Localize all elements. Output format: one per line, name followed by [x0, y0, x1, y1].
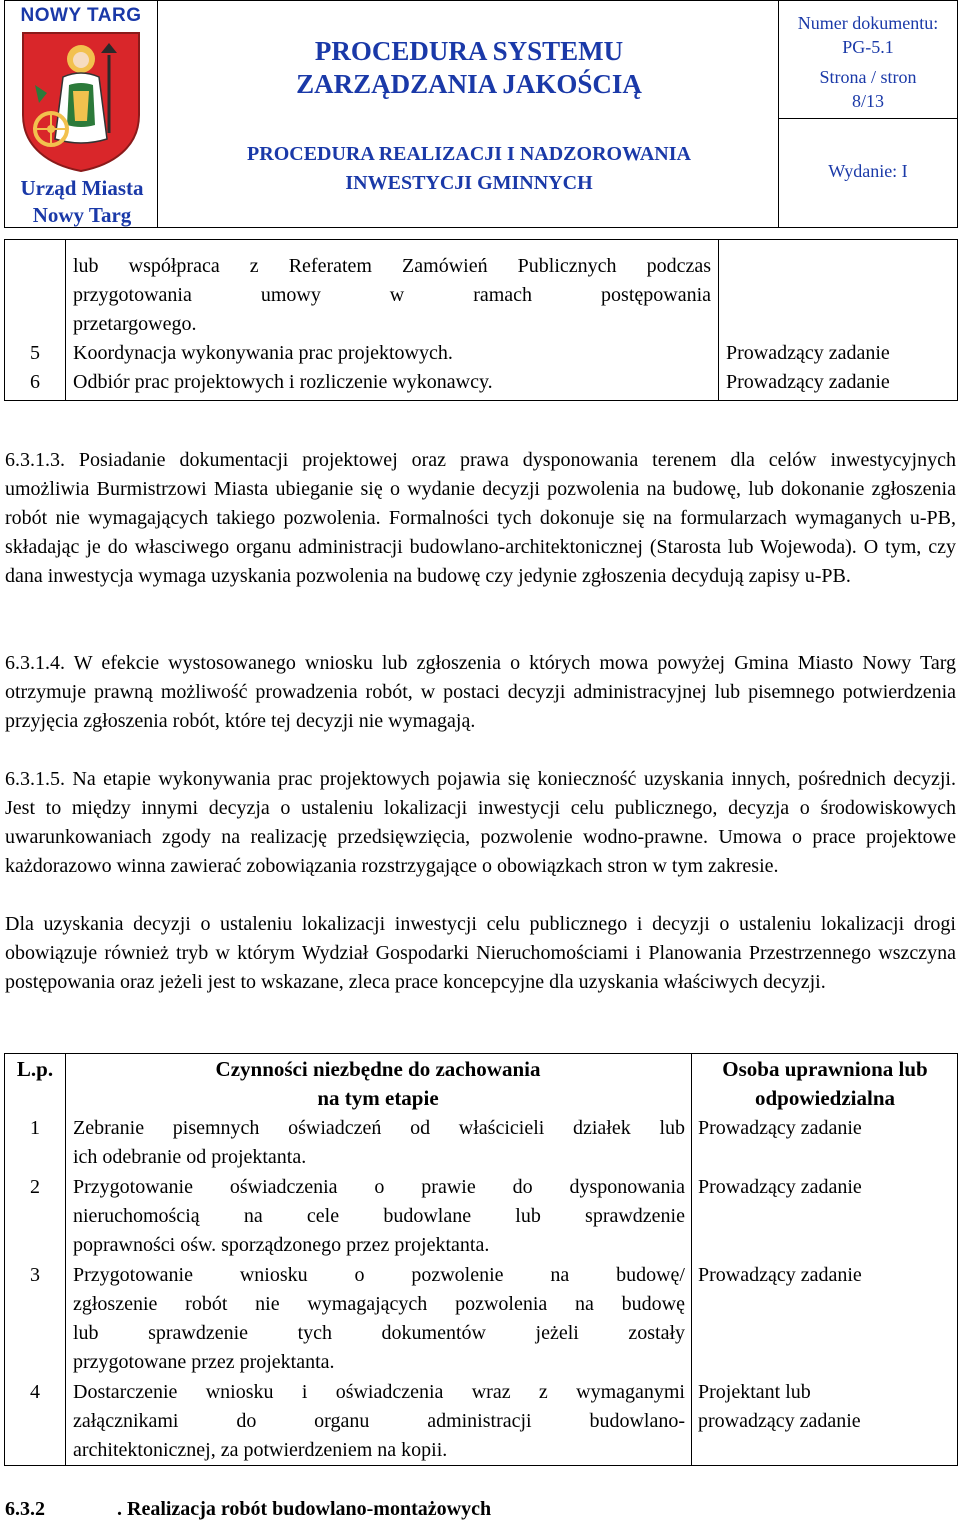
row-number: 1 [30, 1117, 40, 1139]
row-text-line: Odbiór prac projektowych i rozliczenie wykonawcy. [73, 371, 493, 393]
row-person: Prowadzący zadanie [698, 1117, 862, 1139]
section-number: 6.3.2 [5, 1498, 45, 1520]
logo-wordmark: NOWY TARG [20, 5, 142, 26]
row-person: Prowadzący zadanie [698, 1176, 862, 1198]
section-title: . Realizacja robót budowlano-montażowych [117, 1498, 492, 1520]
row-text-line: ich odebranie od projektanta. [73, 1146, 307, 1168]
row-person: prowadzący zadanie [698, 1410, 861, 1432]
row-person: Prowadzący zadanie [726, 371, 890, 393]
row-number: 4 [30, 1381, 40, 1403]
document-number: Numer dokumentu: PG-5.1 [797, 13, 939, 57]
row-text-line: nieruchomością na cele budowlane lub sprawdzenie [73, 1205, 685, 1227]
row-text-line: zgłoszenie robót nie wymagających pozwolenia na budowę [73, 1293, 685, 1315]
paragraph-6-3-1-4: 6.3.1.4. W efekcie wystosowanego wniosku lub zgłoszenia o których mowa powyżej Gmina Miasto Nowy Targ otrzymuje prawną możliwość prowadzenia robót, w postaci decyzji administracyjnej lub pisemnego potwierdzenia przyjęcia zgłoszenia robót, które tej decyzji nie wymagają. [5, 652, 956, 732]
office-name: Urząd Miasta Nowy Targ [20, 176, 144, 227]
row-text-line: przetargowego. [73, 313, 197, 335]
row-text-line: lub sprawdzenie tych dokumentów jeżeli zostały [73, 1322, 685, 1344]
row-text-line: Zebranie pisemnych oświadczeń od właścicieli działek lub [73, 1117, 685, 1139]
row-person: Projektant lub [698, 1381, 811, 1403]
procedure-subtitle: PROCEDURA REALIZACJI I NADZOROWANIA INWESTYCJI GMINNYCH [247, 143, 691, 194]
row-number: 6 [30, 371, 40, 393]
document-header [4, 0, 958, 228]
paragraph-6-3-1-3: 6.3.1.3. Posiadanie dokumentacji projektowej oraz prawa dysponowania terenem dla celów inwestycyjnych umożliwia Burmistrzowi Miasta ubieganie się o wydanie decyzji pozwolenia na budowę, lub dokonanie zgłoszenia robót nie wymagających takiego pozwolenia. Formalności tych dokonuje się na formularzach wymaganych u-PB, składając je do własciwego organu administracji budowlano-architektonicznej (Starosta lub Wojewoda). O tym, czy dana inwestycja wymaga uzyskania pozwolenia na budowę czy jedynie zgłoszenia decydują zapisy u-PB. [5, 449, 956, 587]
page-counter: Strona / stron 8/13 [819, 67, 917, 111]
section-heading [5, 1495, 491, 1524]
procedure-system-title: PROCEDURA SYSTEMU ZARZĄDZANIA JAKOŚCIĄ [296, 36, 642, 99]
row-number: 3 [30, 1264, 40, 1286]
row-text-line: architektonicznej, za potwierdzeniem na kopii. [73, 1439, 448, 1461]
coat-of-arms-icon [17, 29, 145, 173]
row-person: Prowadzący zadanie [698, 1264, 862, 1286]
paragraph-decisions: Dla uzyskania decyzji o ustaleniu lokalizacji inwestycji celu publicznego i decyzji o ustaleniu lokalizacji drogi obowiązuje również tryb w którym Wydział Gospodarki Nieruchomościami i Planowania Przestrzennego wszczyna postępowania oraz jeżeli jest to wskazane, zleca prace koncepcyjne dla uzyskania właściwych decyzji. [5, 913, 956, 993]
header-person: Osoba uprawniona lub odpowiedzialna [722, 1057, 928, 1110]
activities-table [4, 1053, 958, 1466]
row-text-line: poprawności ośw. sporządzonego przez projektanta. [73, 1234, 490, 1256]
row-number: 5 [30, 342, 40, 364]
row-text-line: załącznikami do organu administracji budowlano- [73, 1410, 685, 1432]
edition-label: Wydanie: I [828, 161, 908, 181]
row-number: 2 [30, 1176, 40, 1198]
header-actions: Czynności niezbędne do zachowania na tym etapie [215, 1057, 541, 1110]
paragraph-6-3-1-5: 6.3.1.5. Na etapie wykonywania prac projektowych pojawia się konieczność uzyskania innych, pośrednich decyzji. Jest to między innymi decyzja o ustaleniu lokalizacji inwestycji celu publicznego, decyzja o środowiskowych uwarunkowaniach zgody na realizację przedsięwzięcia, pozwolenie wodno-prawne. Umowa o prace projektowe każdorazowo winna zawierać zobowiązania rozstrzygające o obowiązkach stron w tym zakresie. [5, 768, 956, 877]
row-text-line: przygotowania umowy w ramach postępowania [73, 284, 711, 306]
activities-table-continued [4, 239, 958, 401]
row-person: Prowadzący zadanie [726, 342, 890, 364]
row-text-line: Przygotowanie wniosku o pozwolenie na budowę/ [73, 1264, 685, 1286]
logo-cell [5, 1, 159, 226]
row-text-line: Koordynacja wykonywania prac projektowych. [73, 342, 453, 364]
header-lp: L.p. [16, 1057, 54, 1081]
row-text-line: Dostarczenie wniosku i oświadczenia wraz z wymaganymi [73, 1381, 685, 1403]
row-text-line: lub współpraca z Referatem Zamówień Publicznych podczas [73, 255, 711, 277]
row-text-line: Przygotowanie oświadczenia o prawie do dysponowania [73, 1176, 685, 1198]
row-text-line: przygotowane przez projektanta. [73, 1351, 335, 1373]
